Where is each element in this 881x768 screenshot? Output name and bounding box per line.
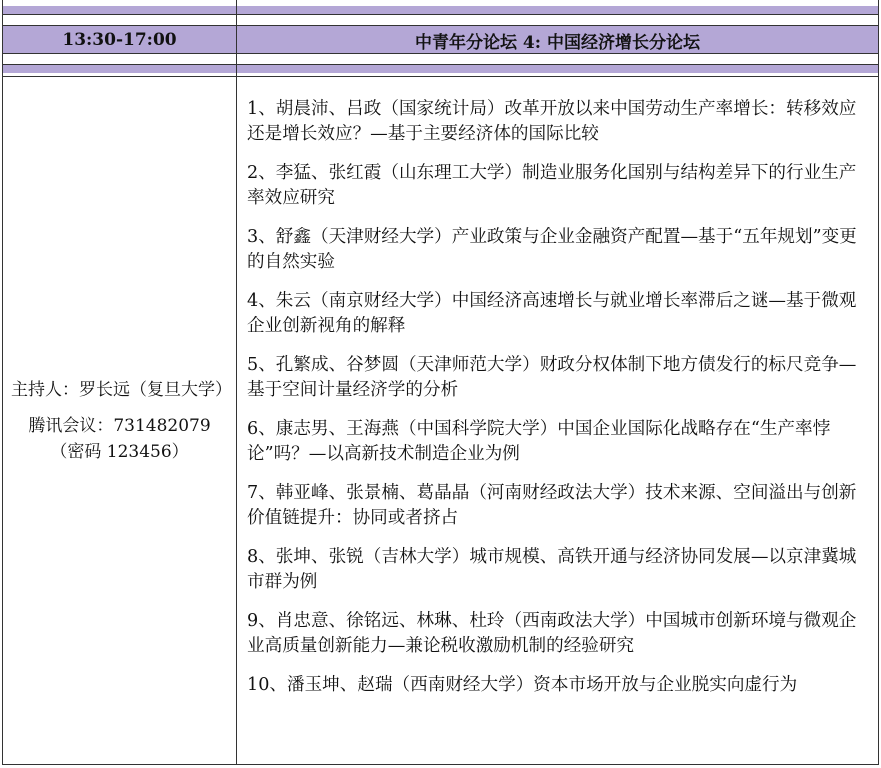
paper-item: 9、肖忠意、徐铭远、林琳、杜玲（西南政法大学）中国城市创新环境与微观企业高质量创新能力—兼论税收激励机制的经验研究 [247,611,857,656]
rule [3,14,878,15]
paper-item: 1、胡晨沛、吕政（国家统计局）改革开放以来中国劳动生产率增长：转移效应还是增长效应？—基于主要经济体的国际比较 [247,99,857,144]
paper-item: 5、孔繁成、谷梦圆（天津师范大学）财政分权体制下地方债发行的标尺竞争—基于空间计量经济学的分析 [247,355,857,400]
paper-item: 10、潘玉坤、赵瑞（西南财经大学）资本市场开放与企业脱实向虚行为 [247,675,798,695]
paper-item: 8、张坤、张锐（吉林大学）城市规模、高铁开通与经济协同发展—以京津冀城市群为例 [247,547,857,592]
host-label: 主持人：罗长远（复旦大学） [11,379,232,400]
paper-item: 6、康志男、王海燕（中国科学院大学）中国企业国际化战略存在“生产率悖论”吗？—以高新技术制造企业为例 [247,419,831,464]
rule [3,53,878,54]
schedule-table [2,0,879,765]
paper-item: 2、李猛、张红霞（山东理工大学）制造业服务化国别与结构差异下的行业生产率效应研究 [247,163,857,208]
meeting-id: 腾讯会议：731482079 [28,415,211,436]
top-band [3,6,878,14]
session-title: 中青年分论坛 4: 中国经济增长分论坛 [415,32,700,53]
session-time: 13:30-17:00 [62,30,177,50]
paper-item: 3、舒鑫（天津财经大学）产业政策与企业金融资产配置—基于“五年规划”变更的自然实验 [247,227,857,272]
bottom-band [3,65,878,73]
paper-item: 4、朱云（南京财经大学）中国经济高速增长与就业增长率滞后之谜—基于微观企业创新视角的解释 [247,291,857,336]
session-info [3,77,236,764]
paper-item: 7、韩亚峰、张景楠、葛晶晶（河南财经政法大学）技术来源、空间溢出与创新价值链提升：协同或者挤占 [247,483,857,528]
meeting-password: （密码 123456） [50,441,189,462]
paper-list [237,77,878,764]
